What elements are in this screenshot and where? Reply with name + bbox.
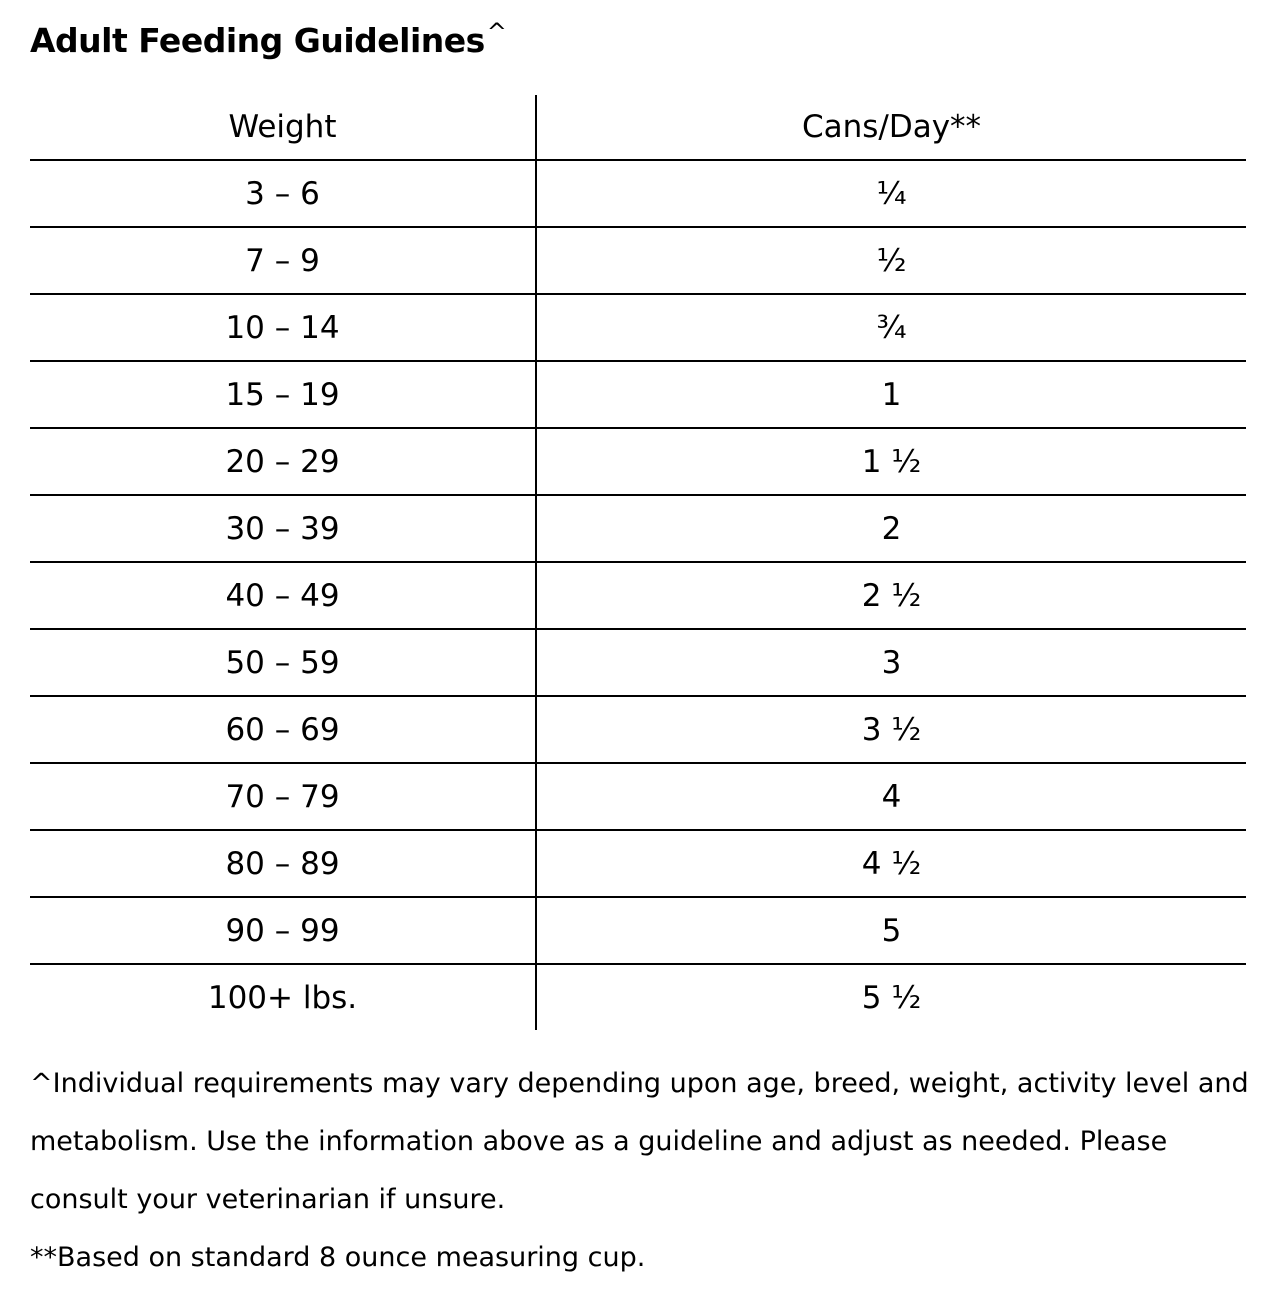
- cans-per-day-cell: 3: [536, 629, 1246, 696]
- table-row: [30, 227, 1246, 294]
- footnote-individual-requirements: ^Individual requirements may vary depending upon age, breed, weight, activity level and metabolism. Use the information above as a guideline and adjust as needed. Please consult your veterinarian if unsure.: [30, 1068, 1249, 1215]
- cans-per-day-cell: 4 ½: [536, 830, 1246, 897]
- column-header-weight: Weight: [30, 95, 536, 160]
- table-row: [30, 830, 1246, 897]
- table-row: [30, 428, 1246, 495]
- table-row: [30, 495, 1246, 562]
- weight-cell: 90 – 99: [30, 897, 536, 964]
- weight-cell: 7 – 9: [30, 227, 536, 294]
- weight-cell: 50 – 59: [30, 629, 536, 696]
- table-body: [30, 160, 1246, 1030]
- weight-cell: 40 – 49: [30, 562, 536, 629]
- page-title: [30, 10, 506, 63]
- table-row: [30, 294, 1246, 361]
- table-row: [30, 897, 1246, 964]
- weight-cell: 3 – 6: [30, 160, 536, 227]
- weight-cell: 30 – 39: [30, 495, 536, 562]
- table-row: [30, 964, 1246, 1030]
- weight-cell: 70 – 79: [30, 763, 536, 830]
- table-row: [30, 562, 1246, 629]
- table-header-row: [30, 95, 1246, 160]
- footnotes: [30, 1055, 1260, 1287]
- weight-cell: 100+ lbs.: [30, 964, 536, 1030]
- weight-cell: 10 – 14: [30, 294, 536, 361]
- table-row: [30, 629, 1246, 696]
- table-row: [30, 361, 1246, 428]
- cans-per-day-cell: 1 ½: [536, 428, 1246, 495]
- weight-cell: 60 – 69: [30, 696, 536, 763]
- weight-cell: 20 – 29: [30, 428, 536, 495]
- column-header-cans-per-day: Cans/Day**: [536, 95, 1246, 160]
- cans-per-day-cell: 5 ½: [861, 979, 922, 1016]
- cans-per-day-cell: ¼: [536, 160, 1246, 227]
- title-text: Adult Feeding Guidelines: [30, 21, 485, 60]
- footnote-measuring-cup: **Based on standard 8 ounce measuring cup.: [30, 1242, 646, 1273]
- cans-per-day-cell: 5: [536, 897, 1246, 964]
- weight-cell: 15 – 19: [30, 361, 536, 428]
- cans-per-day-cell: 3 ½: [536, 696, 1246, 763]
- cans-per-day-cell: ¾: [536, 294, 1246, 361]
- cans-per-day-cell: 1: [536, 361, 1246, 428]
- weight-cell: 80 – 89: [30, 830, 536, 897]
- table-row: [30, 696, 1246, 763]
- table-row: [30, 763, 1246, 830]
- table-row: [30, 160, 1246, 227]
- cans-per-day-cell: 2: [536, 495, 1246, 562]
- cans-per-day-cell: ½: [536, 227, 1246, 294]
- title-footnote-marker: ^: [486, 18, 507, 46]
- feeding-table: [30, 95, 1246, 1030]
- cans-per-day-cell: 2 ½: [536, 562, 1246, 629]
- cans-per-day-cell: 4: [536, 763, 1246, 830]
